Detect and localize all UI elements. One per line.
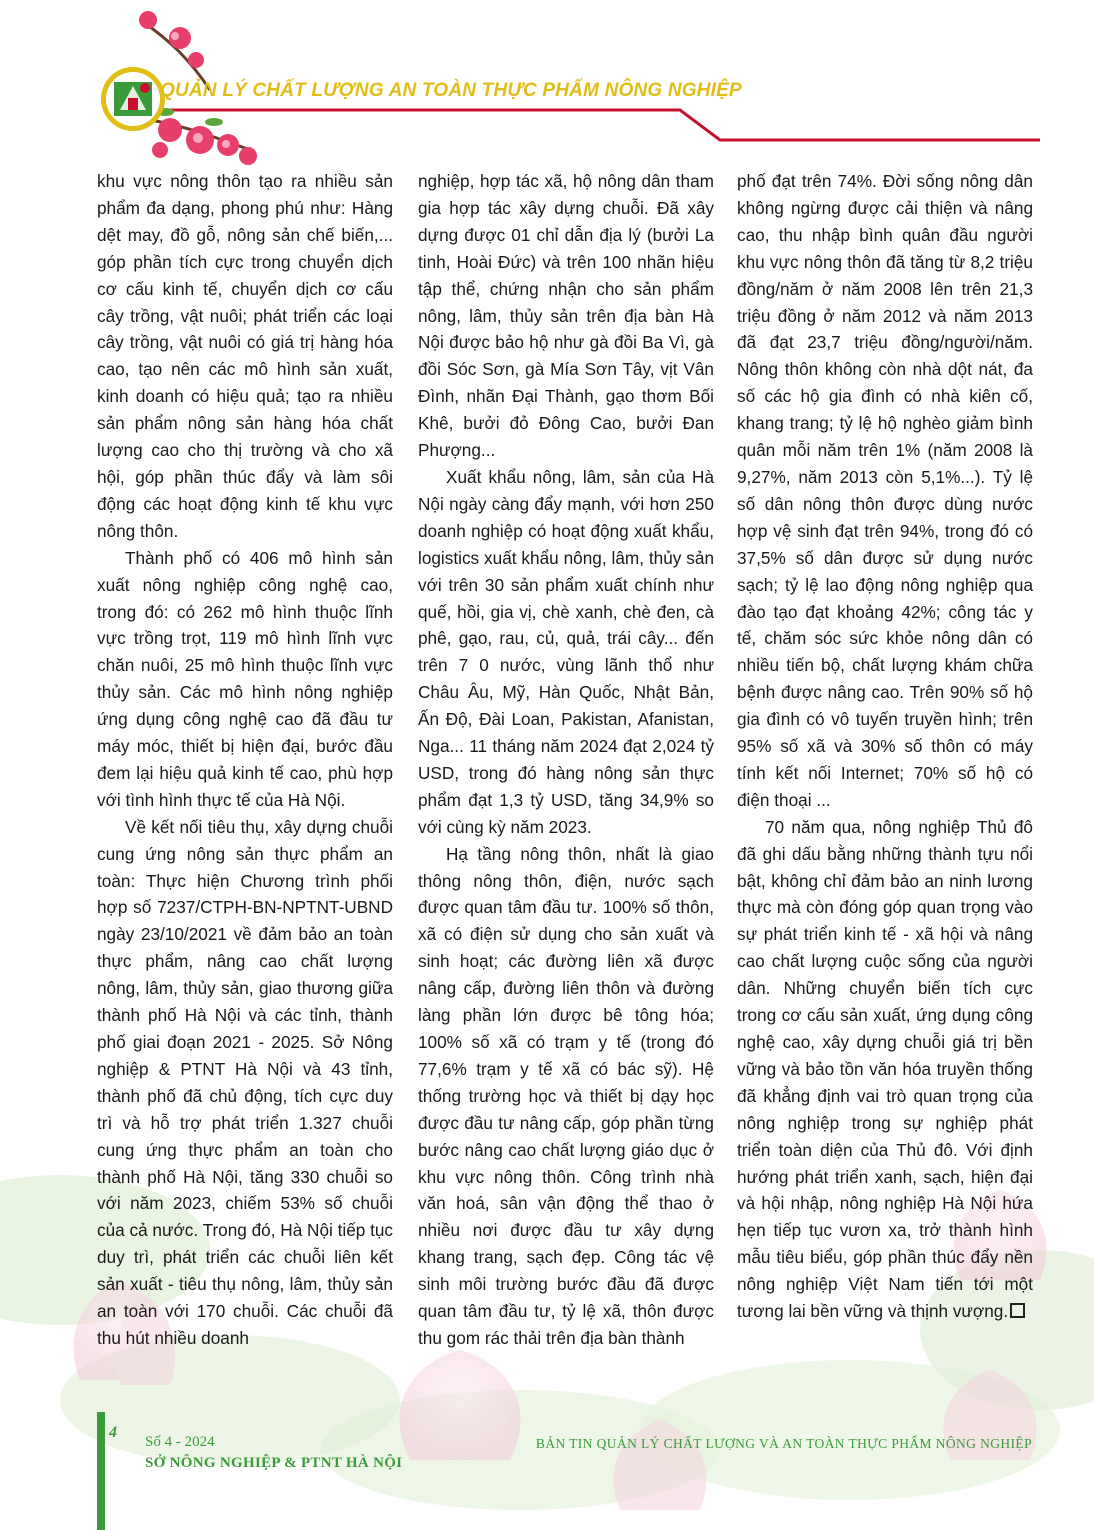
text-column-2 [418, 168, 714, 1352]
ministry-logo [100, 66, 166, 132]
page-number-bar [97, 1412, 105, 1530]
bulletin-name: BẢN TIN QUẢN LÝ CHẤT LƯỢNG VÀ AN TOÀN THỰC PHẨM NÔNG NGHIỆP [535, 1436, 1032, 1451]
paragraph: Hạ tầng nông thôn, nhất là giao thông nông thôn, điện, nước sạch được quan tâm đầu tư. 100% số thôn, xã có điện sử dụng cho sản xuất và sinh hoạt; các đường liên xã được nâng cấp, đường liên thôn và đường làng phần lớn được bê tông hóa; 100% số xã có trạm y tế (trong đó 77,6% trạm y tế xã có bác sỹ). Hệ thống trường học và thiết bị dạy học được đầu tư nâng cấp, góp phần từng bước nâng cao chất lượng giáo dục ở khu vực nông thôn. Công trình nhà văn hoá, sân vận động thể thao ở nhiều nơi được đầu tư xây dựng khang trang, sạch đẹp. Công tác vệ sinh môi trường bước đầu đã được quan tâm đầu tư, tỷ lệ xã, thôn được thu gom rác thải trên địa bàn thành [418, 843, 714, 1348]
paragraph: Về kết nối tiêu thụ, xây dựng chuỗi cung ứng nông sản thực phẩm an toàn: Thực hiện Chương trình phối hợp số 7237/CTPH-BN-NPTNT-UBND ngày 23/10/2021 về đảm bảo an toàn thực phẩm, nâng cao chất lượng nông, lâm, thủy sản, giao thương giữa thành phố Hà Nội và các tỉnh, thành phố giai đoạn 2021 - 2025. Sở Nông nghiệp & PTNT Hà Nội và 43 tỉnh, thành phố đã chủ động, tích cực duy trì và hỗ trợ phát triển 1.327 chuỗi cung ứng thực phẩm an toàn cho thành phố Hà Nội, tăng 330 chuỗi so với năm 2023, chiếm 53% số chuỗi của cả nước. Trong đó, Hà Nội tiếp tục duy trì, phát triển các chuỗi liên kết sản xuất - tiêu thụ nông, lâm, thủy sản an toàn với 170 chuỗi. Các chuỗi đã thu hút nhiều doanh [97, 816, 394, 1348]
paragraph-final [737, 814, 1033, 1325]
text-column-3 [737, 168, 1033, 1325]
paragraph: khu vực nông thôn tạo ra nhiều sản phẩm đa dạng, phong phú như: Hàng dệt may, đồ gỗ, nông sản chế biến,... góp phần tích cực trong chuyển dịch cơ cấu kinh tế, chuyển dịch cơ cấu cây trồng, vật nuôi; phát triển các loại cây trồng, vật nuôi có giá trị hàng hóa cao, tạo nên các mô hình sản xuất, kinh doanh có hiệu quả; tạo ra nhiều sản phẩm nông sản hàng hóa chất lượng cao cho thị trường và cho xã hội, góp phần thúc đẩy và làm sôi động các hoạt động kinh tế khu vực nông thôn. [97, 171, 393, 541]
paragraph: phố đạt trên 74%. Đời sống nông dân không ngừng được cải thiện và nâng cao, thu nhập bình quân đầu người khu vực nông thôn đã tăng từ 8,2 triệu đồng/năm ở năm 2008 lên trên 21,3 triệu đồng ở năm 2012 và năm 2013 đã đạt 23,7 triệu đồng/người/năm. Nông thôn không còn nhà dột nát, đa số các hộ gia đình có nhà kiên cố, khang trang; tỷ lệ hộ nghèo giảm bình quân mỗi năm trên 1% (năm 2008 là 9,27%, năm 2013 còn 5,1%...). Tỷ lệ số dân nông thôn được dùng nước hợp vệ sinh đạt trên 94%, trong đó có 37,5% số dân được sử dụng nước sạch; tỷ lệ lao động nông nghiệp qua đào tạo đạt khoảng 42%; công tác y tế, chăm sóc sức khỏe nông dân có nhiều tiến bộ, chất lượng khám chữa bệnh được nâng cao. Trên 90% số hộ gia đình có vô tuyến truyền hình; trên 95% số xã và 30% số thôn có máy tính kết nối Internet; 70% số hộ có điện thoại ... [737, 171, 1033, 810]
paragraph: Xuất khẩu nông, lâm, sản của Hà Nội ngày càng đẩy mạnh, với hơn 250 doanh nghiệp có hoạt động xuất khẩu, logistics xuất khẩu nông, lâm, thủy sản với trên 30 sản phẩm xuất chính như quế, hồi, gia vị, chè xanh, chè đen, cà phê, gạo, rau, củ, quả, trái cây... đến trên 7 0 nước, vùng lãnh thổ như Châu Âu, Mỹ, Hàn Quốc, Nhật Bản, Ấn Độ, Đài Loan, Pakistan, Afanistan, Nga... 11 tháng năm 2024 đạt 2,024 tỷ USD, trong đó hàng nông sản thực phẩm đạt 1,3 tỷ USD, tăng 34,9% so với cùng kỳ năm 2023. [418, 466, 714, 837]
text-column-1 [97, 168, 393, 1352]
page-number: 4 [109, 1424, 117, 1441]
issue-label: Số 4 - 2024 [145, 1434, 215, 1450]
paragraph: Thành phố có 406 mô hình sản xuất nông nghiệp công nghệ cao, trong đó: có 262 mô hình thuộc lĩnh vực trồng trọt, 119 mô hình lĩnh vực chăn nuôi, 25 mô hình thuộc lĩnh vực thủy sản. Các mô hình nông nghiệp ứng dụng công nghệ cao đã đầu tư máy móc, thiết bị hiện đại, bước đầu đem lại hiệu quả kinh tế cao, phù hợp với tình hình thực tế của Hà Nội. [97, 547, 393, 810]
organization-name: SỞ NÔNG NGHIỆP & PTNT HÀ NỘI [145, 1455, 403, 1471]
paragraph-text: 70 năm qua, nông nghiệp Thủ đô đã ghi dấu bằng những thành tựu nổi bật, không chỉ đảm bảo an ninh lương thực mà còn đóng góp quan trọng vào sự phát triển kinh tế - xã hội và nâng cao chất lượng cuộc sống của người dân. Những chuyển biến tích cực trong cơ cấu sản xuất, ứng dụng công nghệ cao, xây dựng chuỗi giá trị bền vững và bảo tồn văn hóa truyền thống đã khẳng định vai trò quan trọng của nông nghiệp trong sự nghiệp phát triển toàn diện của Thủ đô. Với định hướng phát triển xanh, sạch, hiện đại và hội nhập, nông nghiệp Hà Nội hứa hẹn tiếp tục vươn xa, trở thành hình mẫu tiêu biểu, góp phần thúc đẩy nền nông nghiệp Việt Nam tiến tới một tương lai bền vững và thịnh vượng. [737, 816, 1033, 1322]
end-of-article-icon [1010, 1303, 1025, 1318]
header-title: QUẢN LÝ CHẤT LƯỢNG AN TOÀN THỰC PHẨM NÔNG NGHIỆP [160, 80, 742, 101]
paragraph: nghiệp, hợp tác xã, hộ nông dân tham gia hợp tác xây dựng chuỗi. Đã xây dựng được 01 chỉ dẫn địa lý (bưởi La tinh, Hoài Đức) và trên 100 nhãn hiệu tập thể, chứng nhận cho sản phẩm nông, lâm, thủy sản trên địa bàn Hà Nội được bảo hộ như gà đồi Ba Vì, gà đồi Sóc Sơn, gà Mía Sơn Tây, vịt Vân Đình, nhãn Đại Thành, gạo thơm Bối Khê, bưởi đỏ Đông Cao, bưởi Đan Phượng... [418, 171, 714, 461]
